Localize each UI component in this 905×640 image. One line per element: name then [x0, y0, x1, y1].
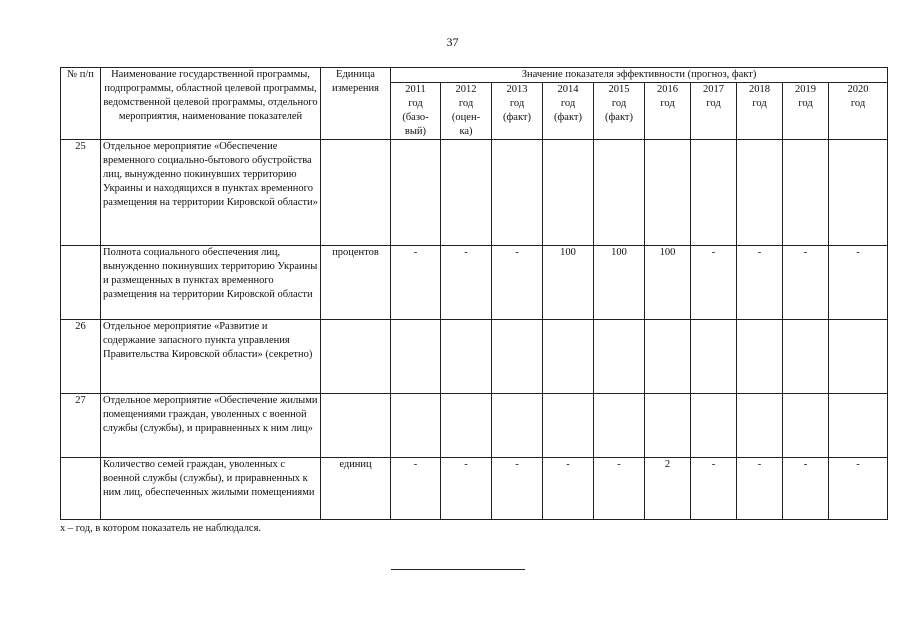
row-value [691, 394, 737, 458]
header-year-2015 [594, 83, 645, 140]
row-name: Отдельное мероприятие «Обеспечение жилыми помещениями граждан, уволенных с военной службы (службы), и приравненных к ним лиц» [101, 394, 321, 458]
header-year-line: год [798, 98, 813, 109]
row-value [783, 140, 829, 246]
header-year-line: год [458, 98, 474, 109]
header-year-2011 [391, 83, 441, 140]
header-year-2018 [737, 83, 783, 140]
row-value [829, 320, 888, 394]
row-value [691, 140, 737, 246]
row-name: Полнота социального обеспечения лиц, вынужденно покинувших территорию Украины и размещенных в пунктах временного размещения на территории Кировской области [101, 246, 321, 320]
row-value [594, 320, 645, 394]
header-year-line: 2014 [557, 84, 579, 95]
table-row [61, 140, 888, 246]
header-year-line: год [850, 98, 866, 109]
row-unit: процентов [321, 246, 391, 320]
header-year-line: (факт) [502, 112, 531, 123]
row-number: 25 [61, 140, 101, 246]
row-value [645, 320, 691, 394]
row-unit: единиц [321, 458, 391, 520]
row-value: - [492, 246, 543, 320]
header-year-line: (факт) [553, 112, 582, 123]
row-value: - [691, 458, 737, 520]
header-year-line: 2019 [795, 84, 816, 95]
header-year-line: 2016 [657, 84, 678, 95]
header-year-line: вый) [404, 126, 427, 137]
row-unit [321, 394, 391, 458]
row-value [737, 394, 783, 458]
row-value: - [783, 458, 829, 520]
row-name: Отдельное мероприятие «Развитие и содержание запасного пункта управления Правительства Кировской области» (секретно) [101, 320, 321, 394]
row-value: - [737, 458, 783, 520]
row-number [61, 246, 101, 320]
row-value [441, 320, 492, 394]
footnote: х – год, в котором показатель не наблюдался. [60, 523, 262, 534]
row-name: Количество семей граждан, уволенных с военной службы (службы), и приравненных к ним лиц, обеспеченных жилыми помещениями [101, 458, 321, 520]
row-value: 100 [645, 246, 691, 320]
header-year-line: 2013 [506, 84, 528, 95]
row-number: 27 [61, 394, 101, 458]
table-row [61, 394, 888, 458]
row-value: - [829, 246, 888, 320]
row-value [543, 320, 594, 394]
row-value: - [737, 246, 783, 320]
row-value [783, 320, 829, 394]
row-name: Отдельное мероприятие «Обеспечение временного социально-бытового обустройства лиц, вынужденно покинувших территорию Украины и находящихся в пунктах временного размещения на территории Кировской области» [101, 140, 321, 246]
header-year-line: (факт) [604, 112, 633, 123]
row-value [594, 140, 645, 246]
header-year-line: год [752, 98, 767, 109]
header-num: № п/п [61, 68, 101, 140]
row-number: 26 [61, 320, 101, 394]
header-year-2014 [543, 83, 594, 140]
row-unit [321, 140, 391, 246]
row-value [492, 140, 543, 246]
header-row-1 [61, 68, 888, 83]
header-year-line: 2011 [405, 84, 426, 95]
header-year-line: 2015 [608, 84, 630, 95]
row-value: - [441, 246, 492, 320]
header-year-line: год [611, 98, 627, 109]
header-year-2013 [492, 83, 543, 140]
row-value: - [783, 246, 829, 320]
row-value: - [492, 458, 543, 520]
row-value: 2 [645, 458, 691, 520]
row-value [492, 320, 543, 394]
header-year-line: (оцен- [451, 112, 481, 123]
row-value [691, 320, 737, 394]
header-year-line: год [660, 98, 675, 109]
row-value [391, 140, 441, 246]
row-value: - [441, 458, 492, 520]
divider-line [391, 569, 525, 570]
table-row [61, 246, 888, 320]
row-value [645, 140, 691, 246]
table-row [61, 320, 888, 394]
header-name: Наименование государственной программы, подпрограммы, областной целевой программы, ведомственной целевой программы, отдельного мероприятия, наименование показателей [101, 68, 321, 140]
row-value [737, 140, 783, 246]
header-year-2019 [783, 83, 829, 140]
header-unit: Единица измерения [321, 68, 391, 140]
row-value: - [691, 246, 737, 320]
row-value: - [543, 458, 594, 520]
row-value [829, 394, 888, 458]
table-row [61, 458, 888, 520]
header-year-line: 2020 [847, 84, 869, 95]
row-value [441, 140, 492, 246]
row-unit [321, 320, 391, 394]
row-value [543, 394, 594, 458]
row-value [737, 320, 783, 394]
header-year-2016 [645, 83, 691, 140]
table-body [61, 140, 888, 520]
row-value: 100 [543, 246, 594, 320]
header-year-2017 [691, 83, 737, 140]
row-value: - [391, 458, 441, 520]
row-value: - [829, 458, 888, 520]
row-value [829, 140, 888, 246]
row-value: - [594, 458, 645, 520]
row-number [61, 458, 101, 520]
header-year-2020 [829, 83, 888, 140]
row-value [391, 394, 441, 458]
row-value [543, 140, 594, 246]
row-value [783, 394, 829, 458]
header-year-line: год [706, 98, 721, 109]
header-year-line: ка) [459, 126, 473, 137]
page-number: 37 [446, 35, 459, 49]
header-year-2012 [441, 83, 492, 140]
row-value [391, 320, 441, 394]
header-year-line: год [509, 98, 525, 109]
header-year-line: 2012 [455, 84, 477, 95]
row-value [594, 394, 645, 458]
header-year-line: 2018 [749, 84, 770, 95]
row-value [441, 394, 492, 458]
row-value: 100 [594, 246, 645, 320]
header-year-line: год [408, 98, 423, 109]
header-values-group: Значение показателя эффективности (прогноз, факт) [391, 68, 888, 83]
row-value [645, 394, 691, 458]
header-year-line: (базо- [402, 112, 429, 123]
row-value [492, 394, 543, 458]
row-value: - [391, 246, 441, 320]
indicators-table [60, 67, 888, 520]
header-year-line: год [560, 98, 576, 109]
header-year-line: 2017 [703, 84, 724, 95]
